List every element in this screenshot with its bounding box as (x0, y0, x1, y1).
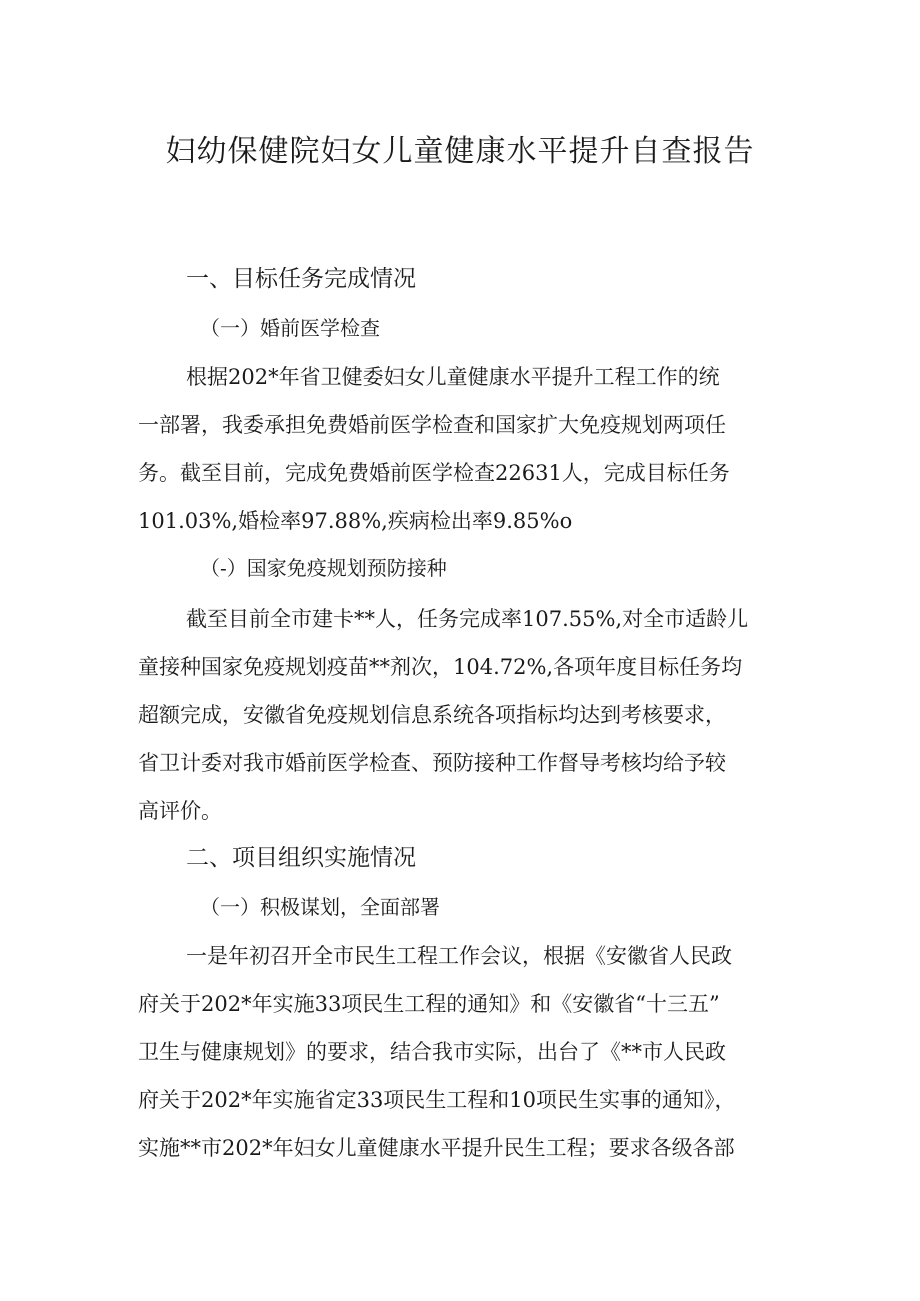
paragraph-line: 务。截至目前，完成免费婚前医学检查22631人，完成目标任务 (138, 461, 730, 485)
paragraph-line: 府关于202*年实施33项民生工程的通知》和《安徽省“十三五” (138, 992, 720, 1016)
document-title: 妇幼保健院妇女儿童健康水平提升自查报告 (165, 134, 755, 169)
paragraph-line: 高评价。 (138, 799, 222, 823)
paragraph-line: 一部署，我委承担免费婚前医学检查和国家扩大免疫规划两项任 (138, 413, 726, 437)
paragraph-line: 一是年初召开全市民生工程工作会议，根据《安徽省人民政 (186, 944, 732, 968)
paragraph-line: 府关于202*年实施省定33项民生工程和10项民生实事的通知》， (138, 1088, 736, 1112)
paragraph-line: 卫生与健康规划》的要求，结合我市实际，出台了《**市人民政 (138, 1040, 726, 1064)
section-heading-implementation: 二、项目组织实施情况 (186, 845, 416, 871)
paragraph-line: 童接种国家免疫规划疫苗**剂次，104.72%,各项年度目标任务均 (138, 655, 743, 679)
paragraph-line: 截至目前全市建卡**人，任务完成率107.55%,对全市适龄儿 (186, 607, 749, 631)
subsection-heading-immunization: （-）国家免疫规划预防接种 (200, 556, 447, 580)
paragraph-line: 根据202*年省卫健委妇女儿童健康水平提升工程工作的统 (186, 365, 720, 389)
paragraph-line: 实施**市202*年妇女儿童健康水平提升民生工程；要求各级各部 (138, 1136, 735, 1160)
subsection-heading-premarital-exam: （一）婚前医学检查 (200, 316, 380, 340)
paragraph-line: 101.03%,婚检率97.88%,疾病检出率9.85%o (138, 509, 573, 533)
section-heading-targets: 一、目标任务完成情况 (186, 266, 416, 292)
paragraph-line: 省卫计委对我市婚前医学检查、预防接种工作督导考核均给予较 (138, 751, 726, 775)
paragraph-line: 超额完成，安徽省免疫规划信息系统各项指标均达到考核要求， (138, 703, 726, 727)
subsection-heading-planning: （一）积极谋划，全面部署 (200, 895, 440, 919)
